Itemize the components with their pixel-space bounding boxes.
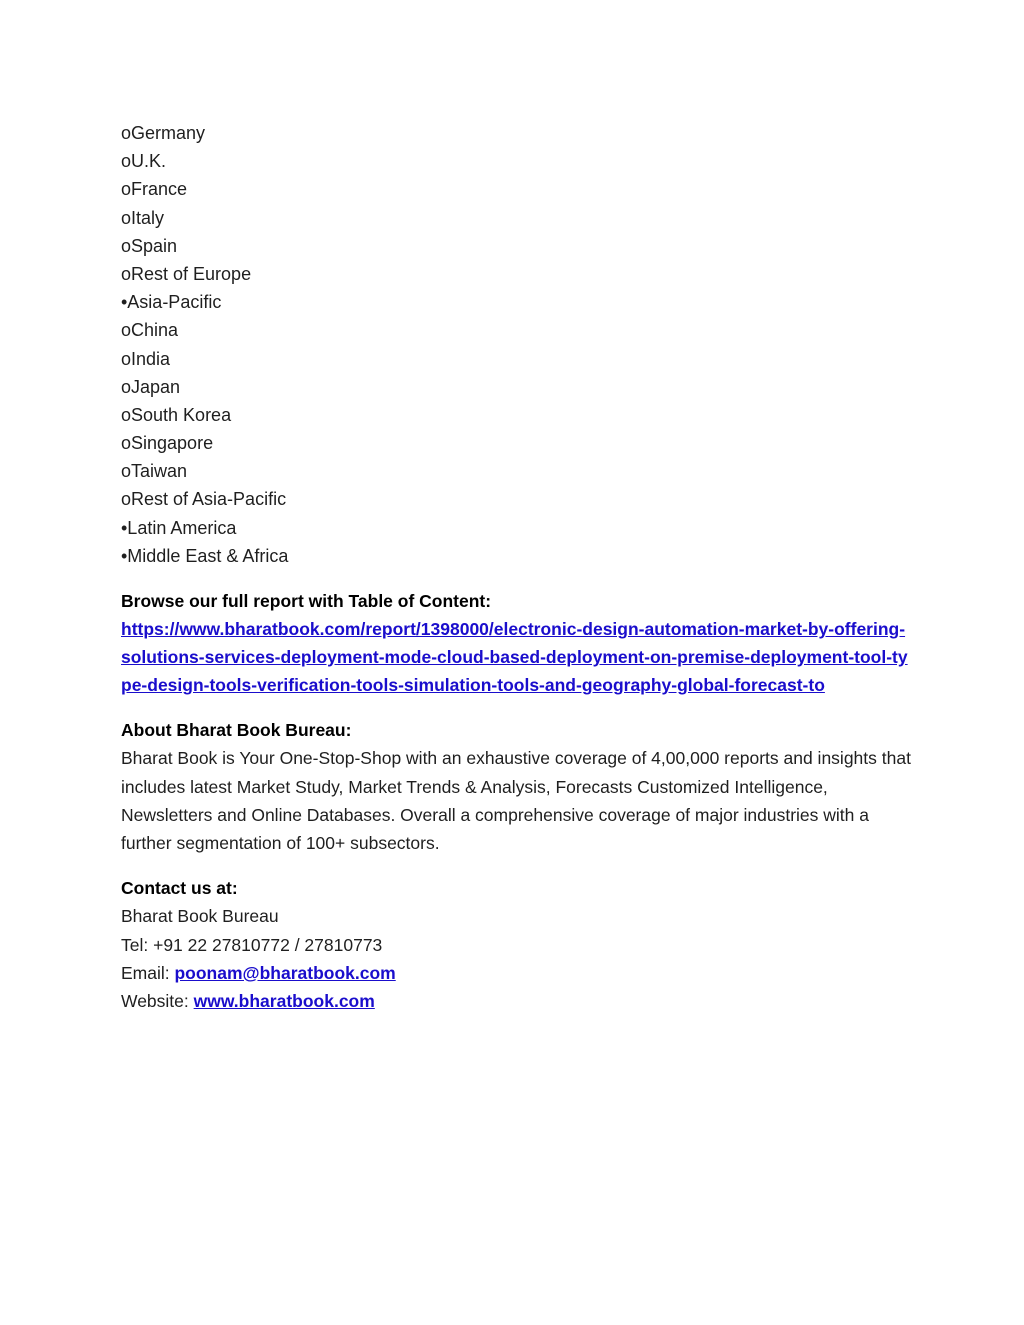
contact-section <box>121 874 911 1015</box>
about-section <box>121 716 911 857</box>
region-item-singapore: oSingapore <box>121 433 214 454</box>
contact-tel: Tel: +91 22 27810772 / 27810773 <box>121 934 383 955</box>
contact-website-line <box>121 987 911 1015</box>
email-link[interactable]: poonam@bharatbook.com <box>174 962 396 983</box>
region-item-china: oChina <box>121 320 179 341</box>
region-item-japan: oJapan <box>121 376 181 397</box>
about-text: Bharat Book is Your One-Stop-Shop with an exhaustive coverage of 4,00,000 reports and insights that includes latest Market Study, Market Trends & Analysis, Forecasts Customized Intelligence, Newsletters and Online Databases. Overall a comprehensive coverage of major industries with a further segmentation of 100+ subsectors. <box>121 748 911 854</box>
region-item-india: oIndia <box>121 348 171 369</box>
email-label: Email: <box>121 962 175 983</box>
region-item-france: oFrance <box>121 179 188 200</box>
contact-email-line <box>121 959 911 987</box>
report-link[interactable]: https://www.bharatbook.com/report/1398000/electronic-design-automation-market-by-offering-solutions-services-deployment-mode-cloud-based-deployment-on-premise-deployment-tool-type-design-tools-verification-tools-simulation-tools-and-geography-global-forecast-to <box>121 619 908 696</box>
website-link[interactable]: www.bharatbook.com <box>193 991 375 1012</box>
browse-section <box>121 587 911 699</box>
document-page <box>121 119 911 1015</box>
region-item-rest-of-europe: oRest of Europe <box>121 263 252 284</box>
region-item-spain: oSpain <box>121 235 178 256</box>
region-item-asia-pacific: •Asia-Pacific <box>121 292 222 313</box>
region-item-south-korea: oSouth Korea <box>121 404 232 425</box>
region-list <box>121 119 911 570</box>
website-label: Website: <box>121 991 194 1012</box>
region-item-uk: oU.K. <box>121 151 167 172</box>
about-heading: About Bharat Book Bureau: <box>121 720 352 741</box>
region-item-latin-america: •Latin America <box>121 517 237 538</box>
region-item-germany: oGermany <box>121 123 206 143</box>
region-item-italy: oItaly <box>121 207 165 228</box>
region-item-middle-east-africa: •Middle East & Africa <box>121 545 289 566</box>
region-item-rest-of-asia-pacific: oRest of Asia-Pacific <box>121 489 287 510</box>
region-item-taiwan: oTaiwan <box>121 461 188 482</box>
contact-company: Bharat Book Bureau <box>121 906 279 927</box>
browse-heading: Browse our full report with Table of Content: <box>121 591 492 611</box>
contact-heading: Contact us at: <box>121 878 238 899</box>
